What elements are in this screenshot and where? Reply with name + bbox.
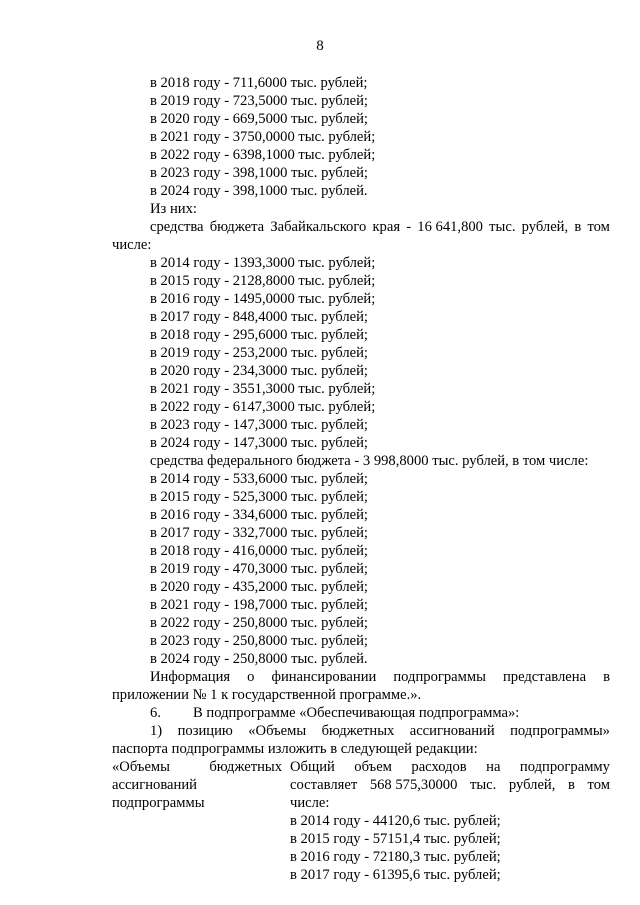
table-right-year: в 2016 году - 72180,3 тыс. рублей;	[290, 849, 501, 865]
regional-budget-intro-cont: числе:	[112, 237, 152, 253]
table-left-line1	[112, 758, 282, 776]
table-right-year: в 2017 году - 61395,6 тыс. рублей;	[290, 867, 501, 883]
word: представлена	[502, 669, 587, 685]
item6-number: 6.	[150, 705, 161, 721]
subitem1-line1	[150, 722, 610, 740]
page-number: 8	[316, 38, 324, 54]
federal-line: в 2023 году - 250,8000 тыс. рублей;	[150, 633, 368, 649]
word: «Объемы	[248, 723, 307, 739]
word: том	[587, 219, 610, 235]
word: ассигнований	[409, 723, 495, 739]
info-paragraph-line2: приложении № 1 к государственной программе.».	[112, 687, 422, 703]
item6-text: В подпрограмме «Обеспечивающая подпрограмма»:	[193, 705, 520, 721]
word: -	[406, 219, 412, 235]
word: бюджета	[209, 219, 265, 235]
word: Забайкальского	[270, 219, 367, 235]
word: Информация	[150, 669, 231, 685]
federal-line: в 2014 году - 533,6000 тыс. рублей;	[150, 471, 368, 487]
regional-line: в 2020 году - 234,3000 тыс. рублей;	[150, 363, 368, 379]
funding-line: в 2024 году - 398,1000 тыс. рублей.	[150, 183, 368, 199]
word: 1)	[150, 723, 163, 739]
table-left-line3: подпрограммы	[112, 795, 205, 811]
word: 568 575,30000	[369, 777, 458, 793]
regional-line: в 2023 году - 147,3000 тыс. рублей;	[150, 417, 368, 433]
funding-line: в 2020 году - 669,5000 тыс. рублей;	[150, 111, 368, 127]
regional-line: в 2015 году - 2128,8000 тыс. рублей;	[150, 273, 376, 289]
table-right-year: в 2015 году - 57151,4 тыс. рублей;	[290, 831, 501, 847]
regional-line: в 2019 году - 253,2000 тыс. рублей;	[150, 345, 368, 361]
federal-line: в 2022 году - 250,8000 тыс. рублей;	[150, 615, 368, 631]
word: «Объемы	[112, 759, 170, 775]
table-right-line3: числе:	[290, 795, 330, 811]
word: тыс.	[489, 219, 516, 235]
word: края	[372, 219, 401, 235]
word: том	[587, 777, 610, 793]
word: в	[603, 669, 610, 685]
word: объем	[354, 759, 392, 775]
subitem1-line2: паспорта подпрограммы изложить в следующей редакции:	[112, 741, 478, 757]
funding-line: в 2021 году - 3750,0000 тыс. рублей;	[150, 129, 376, 145]
word: 16 641,800	[417, 219, 483, 235]
word: подпрограмму	[519, 759, 610, 775]
regional-line: в 2021 году - 3551,3000 тыс. рублей;	[150, 381, 376, 397]
word: подпрограммы»	[510, 723, 610, 739]
table-right-line2	[290, 776, 610, 794]
word: подпрограммы	[393, 669, 486, 685]
word: расходов	[411, 759, 467, 775]
word: в	[574, 219, 582, 235]
funding-line: в 2018 году - 711,6000 тыс. рублей;	[150, 75, 368, 91]
regional-line: в 2016 году - 1495,0000 тыс. рублей;	[150, 291, 376, 307]
word: бюджетных	[321, 723, 395, 739]
federal-line: в 2020 году - 435,2000 тыс. рублей;	[150, 579, 368, 595]
word: финансировании	[271, 669, 377, 685]
regional-line: в 2014 году - 1393,3000 тыс. рублей;	[150, 255, 376, 271]
funding-line: в 2023 году - 398,1000 тыс. рублей;	[150, 165, 368, 181]
funding-line: в 2019 году - 723,5000 тыс. рублей;	[150, 93, 368, 109]
table-right-year: в 2014 году - 44120,6 тыс. рублей;	[290, 813, 501, 829]
word: позицию	[177, 723, 233, 739]
regional-budget-intro	[150, 218, 610, 236]
word: рублей,	[521, 219, 569, 235]
federal-line: в 2019 году - 470,3000 тыс. рублей;	[150, 561, 368, 577]
federal-line: в 2016 году - 334,6000 тыс. рублей;	[150, 507, 368, 523]
word: на	[486, 759, 501, 775]
iz-nih-label: Из них:	[150, 201, 197, 217]
word: Общий	[290, 759, 335, 775]
federal-line: в 2017 году - 332,7000 тыс. рублей;	[150, 525, 368, 541]
table-left-line2: ассигнований	[112, 777, 197, 793]
word: тыс.	[469, 777, 497, 793]
regional-line: в 2024 году - 147,3000 тыс. рублей;	[150, 435, 368, 451]
federal-line: в 2024 году - 250,8000 тыс. рублей.	[150, 651, 368, 667]
regional-line: в 2018 году - 295,6000 тыс. рублей;	[150, 327, 368, 343]
word: в	[568, 777, 575, 793]
info-paragraph-line1	[150, 668, 610, 686]
federal-budget-intro: средства федерального бюджета - 3 998,8000 тыс. рублей, в том числе:	[150, 453, 589, 469]
federal-line: в 2018 году - 416,0000 тыс. рублей;	[150, 543, 368, 559]
word: средства	[150, 219, 204, 235]
regional-line: в 2022 году - 6147,3000 тыс. рублей;	[150, 399, 376, 415]
word: составляет	[290, 777, 358, 793]
table-right-line1	[290, 758, 610, 776]
federal-line: в 2021 году - 198,7000 тыс. рублей;	[150, 597, 368, 613]
word: рублей,	[508, 777, 556, 793]
word: о	[247, 669, 255, 685]
federal-line: в 2015 году - 525,3000 тыс. рублей;	[150, 489, 368, 505]
funding-line: в 2022 году - 6398,1000 тыс. рублей;	[150, 147, 376, 163]
word: бюджетных	[209, 759, 282, 775]
regional-line: в 2017 году - 848,4000 тыс. рублей;	[150, 309, 368, 325]
